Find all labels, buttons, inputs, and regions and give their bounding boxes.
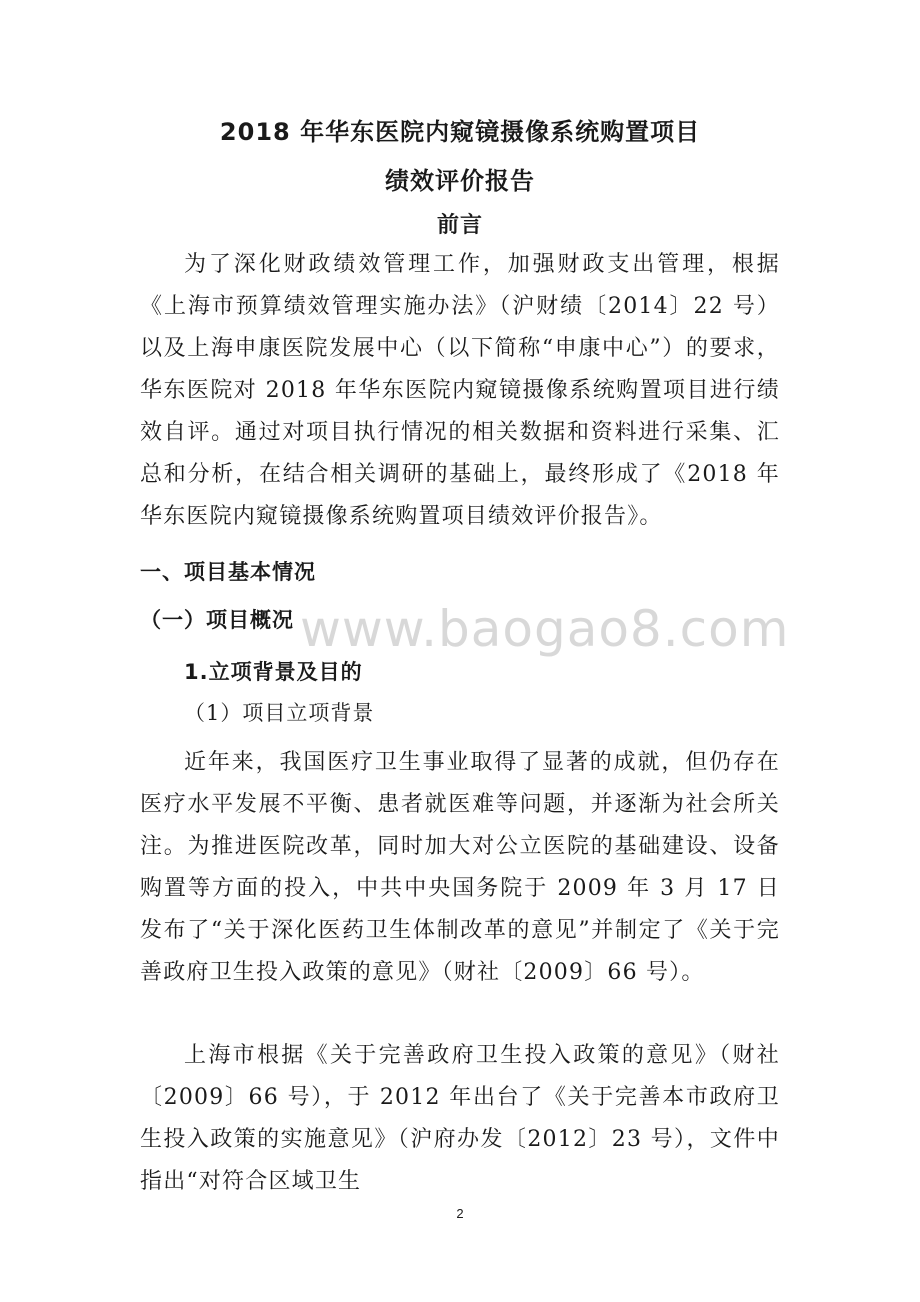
preface-heading: 前言	[436, 213, 483, 238]
watermark-text: www.baogao8.com	[300, 600, 790, 658]
section1-sub1-heading: （一）项目概况	[140, 608, 294, 632]
preface-paragraph: 为了深化财政绩效管理工作，加强财政支出管理，根据《上海市预算绩效管理实施办法》（沪财绩〔2014〕22 号）以及上海申康医院发展中心（以下简称“申康中心”）的要求，华东医院对 2018 年华东医院内窥镜摄像系统购置项目进行绩效自评。通过对项目执行情况的相关数据和资料进行采集、汇总和分析，在结合相关调研的基础上，最终形成了《2018 年华东医院内窥镜摄像系统购置项目绩效评价报告》。	[140, 252, 780, 529]
page-number: 2	[456, 1206, 464, 1221]
section1-heading: 一、项目基本情况	[140, 560, 316, 584]
report-title-line1: 2018 年华东医院内窥镜摄像系统购置项目	[219, 118, 701, 146]
body-paragraph-1: 近年来，我国医疗卫生事业取得了显著的成就，但仍存在医疗水平发展不平衡、患者就医难等问题，并逐渐为社会所关注。为推进医院改革，同时加大对公立医院的基础建设、设备购置等方面的投入，中共中央国务院于 2009 年 3 月 17 日发布了“关于深化医药卫生体制改革的意见”并制定了《关于完善政府卫生投入政策的意见》（财社〔2009〕66 号）。	[140, 750, 780, 985]
report-title-line2: 绩效评价报告	[385, 167, 535, 195]
item1-sub-heading: （1）项目立项背景	[184, 701, 375, 725]
item1-heading: 1.立项背景及目的	[184, 660, 363, 684]
body-paragraph-2: 上海市根据《关于完善政府卫生投入政策的意见》（财社〔2009〕66 号），于 2012 年出台了《关于完善本市政府卫生投入政策的实施意见》（沪府办发〔2012〕23 号），文件中指出“对符合区域卫生	[140, 1043, 780, 1194]
